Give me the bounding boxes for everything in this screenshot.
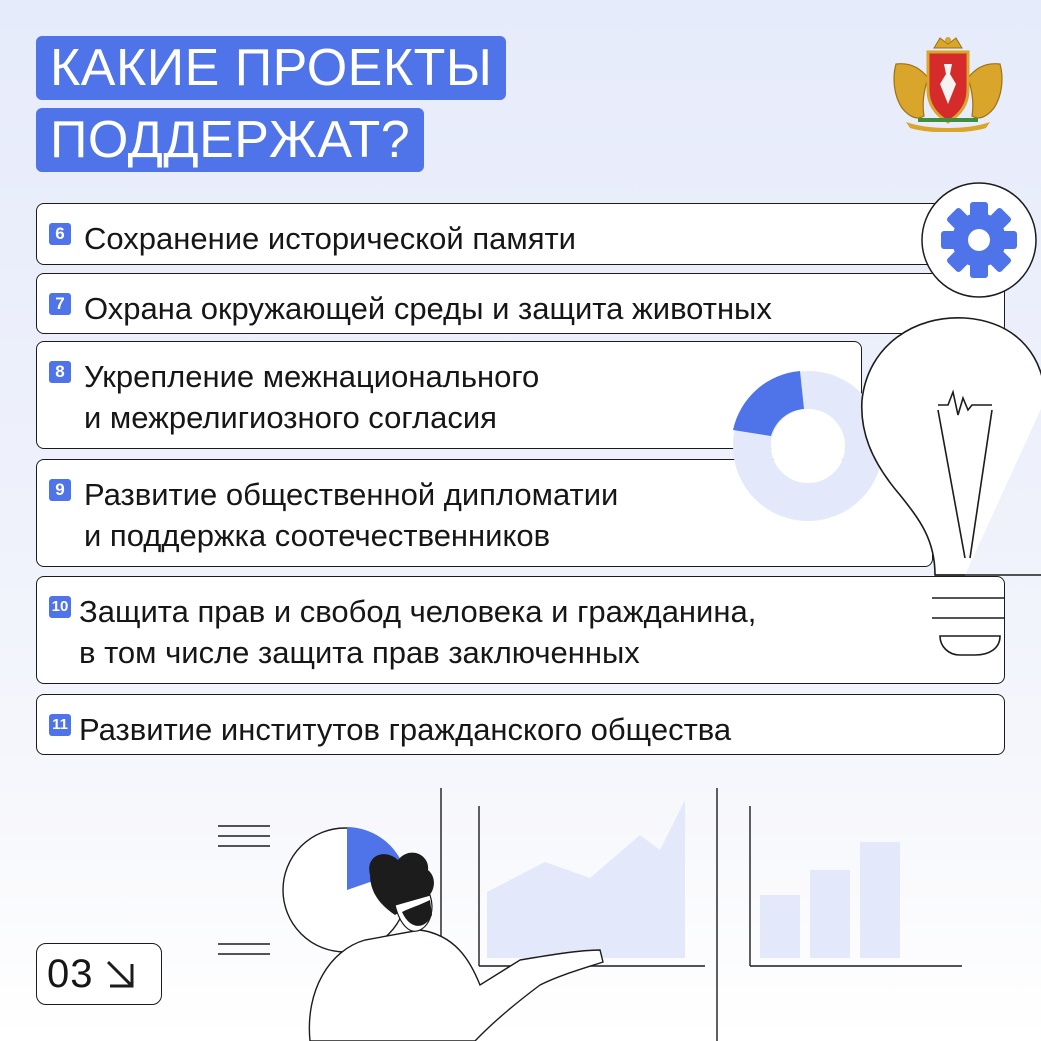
decorative-lines [218,826,270,954]
item-number-badge: 7 [49,293,71,315]
item-number-badge: 6 [49,223,71,245]
page-number: 03 [47,951,94,996]
arrow-down-right-icon [102,956,138,992]
list-item [36,273,1005,334]
item-number-badge: 10 [49,596,71,618]
page-title-line-1: КАКИЕ ПРОЕКТЫ [36,36,506,100]
item-text-line-2: и межрелигиозного согласия [84,400,497,435]
area-chart-icon [441,788,705,1041]
page-number-box [36,943,162,1005]
item-text-line-1: Сохранение исторической памяти [84,221,576,256]
item-number-badge: 8 [49,361,71,383]
person-illustration [283,827,603,1041]
item-text-line-2: и поддержка соотечественников [84,518,551,553]
page-title-line-2: ПОДДЕРЖАТ? [36,108,424,172]
list-item [36,459,933,567]
bar-chart-icon [717,788,962,1041]
list-item [36,694,1005,755]
list-item [36,576,1005,684]
item-text-line-2: в том числе защита прав заключенных [79,635,640,670]
item-number-badge: 9 [49,479,71,501]
item-text-line-1: Развитие общественной дипломатии [84,477,619,512]
coat-of-arms-emblem-icon [888,34,1008,132]
item-text-line-1: Защита прав и свобод человека и гражданина, [79,594,757,629]
list-item [36,341,862,449]
list-item [36,203,967,265]
item-text-line-1: Охрана окружающей среды и защита животных [84,291,772,326]
item-text-line-1: Развитие институтов гражданского общества [79,712,732,747]
item-text-line-1: Укрепление межнационального [84,359,540,394]
item-number-badge: 11 [49,714,71,736]
